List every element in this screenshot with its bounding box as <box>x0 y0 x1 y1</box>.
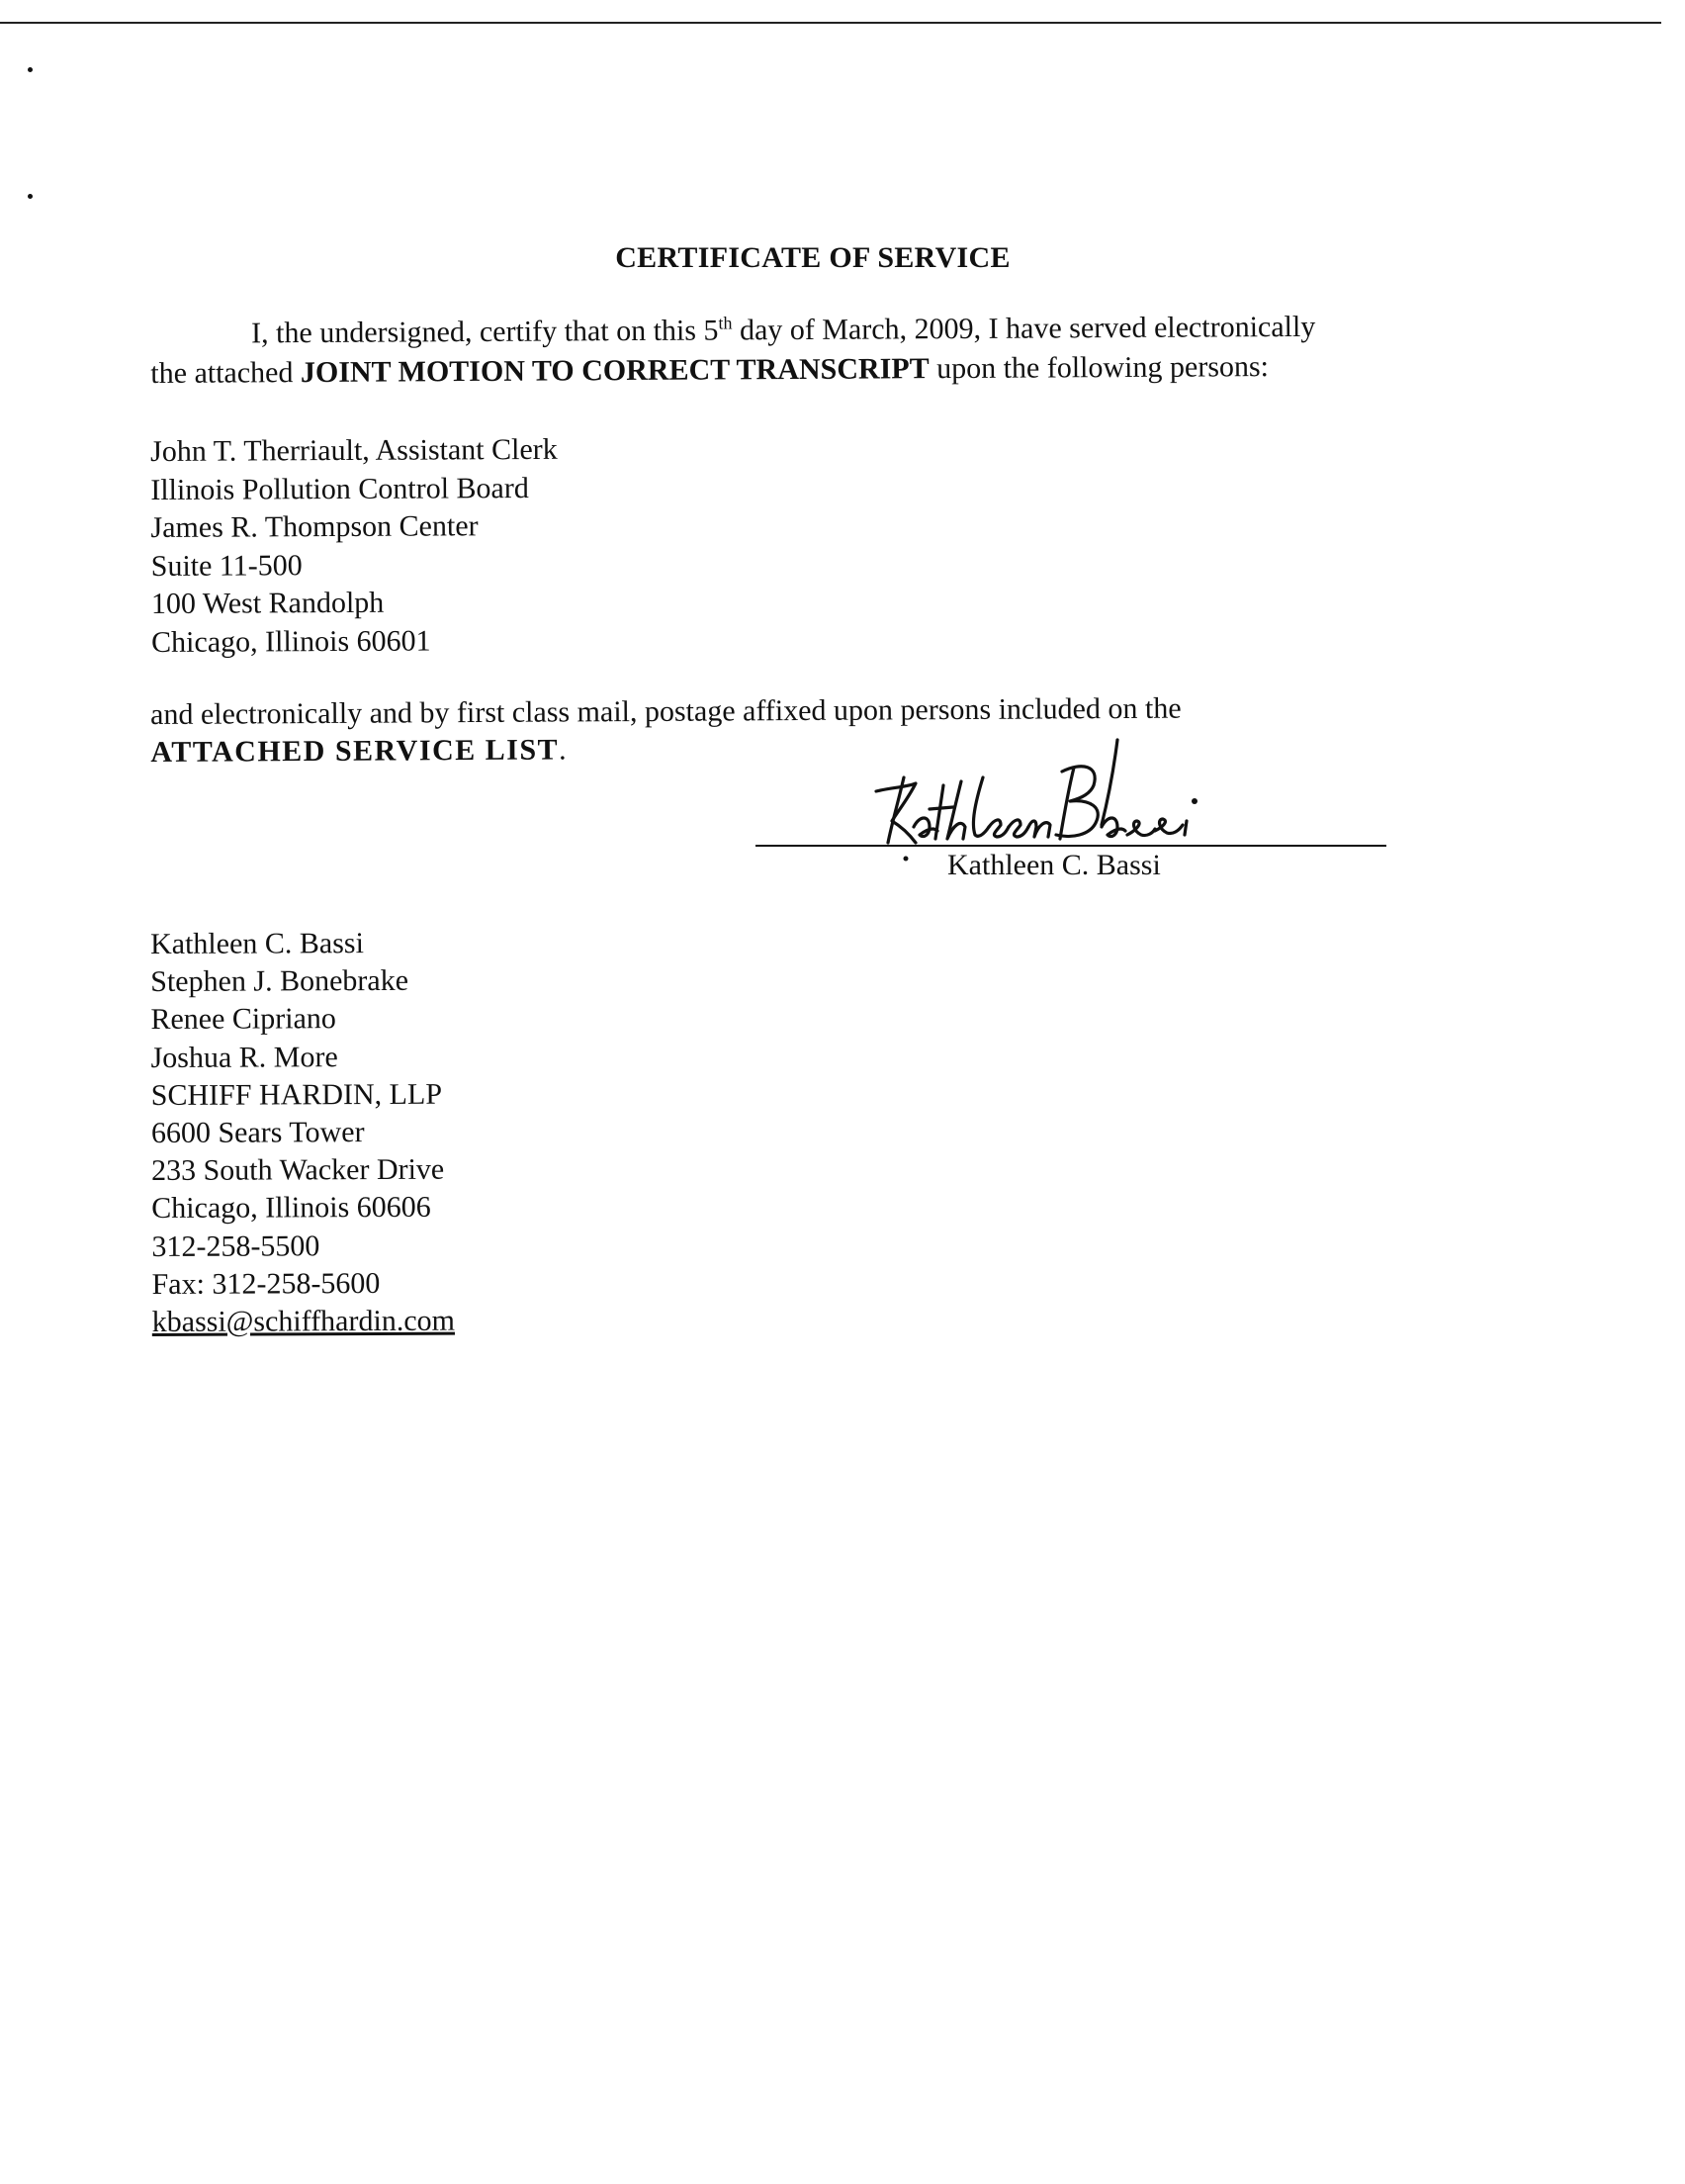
contact-line: Chicago, Illinois 60606 <box>151 1191 431 1226</box>
contact-line: Kathleen C. Bassi <box>150 927 364 960</box>
certification-line-2 <box>150 346 1495 394</box>
intro-text: I, the undersigned, certify that on this 5 <box>251 314 719 350</box>
recipient-address <box>150 431 559 662</box>
document-name: JOINT MOTION TO CORRECT TRANSCRIPT <box>300 352 930 390</box>
line2-prefix: the attached <box>150 356 302 390</box>
signature-block <box>755 732 1388 890</box>
intro-text-continued: day of March, 2009, I have served electronically <box>732 310 1316 347</box>
address-line: Chicago, Illinois 60601 <box>151 624 431 659</box>
contact-line: 6600 Sears Tower <box>150 1116 365 1150</box>
email-link[interactable]: kbassi@schiffhardin.com <box>151 1304 456 1339</box>
signatory-name: Kathleen C. Bassi <box>947 849 1161 881</box>
address-line: Illinois Pollution Control Board <box>150 471 529 506</box>
certification-paragraph <box>150 307 1495 394</box>
top-rule <box>0 22 1661 24</box>
address-line: John T. Therriault, Assistant Clerk <box>150 432 558 468</box>
contact-line: Fax: 312-258-5600 <box>151 1266 381 1301</box>
contact-line: SCHIFF HARDIN, LLP <box>150 1077 443 1112</box>
line2-suffix: upon the following persons: <box>929 350 1270 386</box>
margin-dot <box>28 67 33 72</box>
ordinal-suffix: th <box>718 313 733 333</box>
address-line: Suite 11-500 <box>150 548 303 583</box>
contact-line: 233 South Wacker Drive <box>151 1152 445 1188</box>
address-line: 100 West Randolph <box>150 586 385 620</box>
service-list-period: . <box>559 733 567 767</box>
contact-line: 312-258-5500 <box>151 1228 320 1263</box>
attorney-contact-block <box>150 925 455 1342</box>
signature-line <box>755 845 1386 847</box>
service-text: and electronically and by first class mail, postage affixed upon persons included on the <box>150 691 1182 731</box>
address-line: James R. Thompson Center <box>150 509 479 544</box>
contact-line: Renee Cipriano <box>150 1002 336 1037</box>
service-list-label: ATTACHED SERVICE LIST <box>150 733 560 769</box>
contact-line: Joshua R. More <box>150 1040 338 1074</box>
contact-line: Stephen J. Bonebrake <box>150 964 409 999</box>
margin-dot <box>28 194 33 199</box>
certification-line-1 <box>150 307 1495 354</box>
page-title: CERTIFICATE OF SERVICE <box>615 241 1011 274</box>
